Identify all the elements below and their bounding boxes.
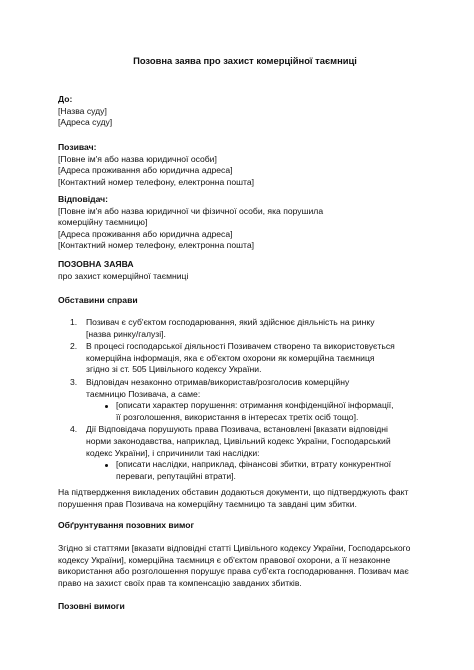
- plaintiff-section: [58, 142, 422, 188]
- court-section: [58, 94, 422, 129]
- plaintiff-name: [Повне ім'я або назва юридичної особи]: [58, 153, 217, 164]
- defendant-address: [Адреса проживання або юридична адреса]: [58, 228, 233, 239]
- plaintiff-contacts: [Контактний номер телефону, електронна пошта]: [58, 176, 255, 187]
- list-item-text: Відповідач незаконно отримав/використав/розголосив комерційну таємницю Позивача, а саме:: [86, 376, 350, 399]
- court-address: [Адреса суду]: [58, 117, 113, 128]
- list-item-number: 4.: [70, 424, 78, 435]
- sub-list-item-text: [описати наслідки, наприклад, фінансові збитки, втрату конкурентної переваги, репутаційні втрати].: [116, 459, 392, 481]
- demands-section: [58, 601, 422, 613]
- sub-list-item-text: [описати характер порушення: отримання конфіденційної інформації, її розголошення, використання в інтересах третіх осіб тощо].: [116, 400, 394, 422]
- defendant-contacts: [Контактний номер телефону, електронна пошта]: [58, 240, 255, 251]
- defendant-name: [Повне ім'я або назва юридичної чи фізичної особи, яка порушила комерційну таємницю]: [58, 205, 324, 228]
- demands-heading: Позовні вимоги: [58, 601, 125, 611]
- circumstances-list: [58, 317, 396, 482]
- circumstances-closing-wrap: [58, 487, 418, 510]
- plaintiff-heading: Позивач:: [58, 142, 97, 152]
- list-item-text: В процесі господарської діяльності Позивачем створено та використовується комерційна інформація, яка є об'єктом охорони як комерційна таємниця згідно зі ст. 505 Цивільного кодексу України.: [86, 341, 395, 375]
- list-item: [70, 341, 396, 376]
- defendant-section: [58, 194, 422, 252]
- document-title: Позовна заява про захист комерційної таємниці: [133, 55, 357, 66]
- court-name: [Назва суду]: [58, 105, 107, 116]
- list-item-number: 3.: [70, 376, 78, 387]
- justification-text-wrap: [58, 543, 420, 589]
- defendant-heading: Відповідач:: [58, 194, 109, 204]
- claim-heading: ПОЗОВНА ЗАЯВА: [58, 259, 134, 269]
- claim-section: [58, 259, 422, 282]
- circumstances-heading: Обставини справи: [58, 295, 138, 305]
- sub-list: [86, 459, 396, 482]
- circumstances-list-wrap: [58, 317, 396, 483]
- list-item-number: 1.: [70, 317, 78, 327]
- claim-subheading: про захист комерційної таємниці: [58, 270, 189, 281]
- sub-list: [86, 400, 396, 423]
- justification-section: [58, 520, 422, 532]
- sub-list-item: [116, 459, 396, 482]
- list-item: [70, 424, 396, 482]
- justification-heading: Обґрунтування позовних вимог: [58, 520, 195, 530]
- list-item-text: Позивач є суб'єктом господарювання, який здійснює діяльність на ринку [назва ринку/галузі].: [86, 317, 375, 339]
- sub-list-item: [116, 400, 396, 423]
- justification-text: Згідно зі статтями [вказати відповідні статті Цивільного кодексу України, Господарського кодексу України], комерційна таємниця є об'єктом правової охорони, а її незаконне використання або розголошення порушує права суб'єкта господарювання. Позивач має право на захист своїх прав та компенсацію завданих збитків.: [58, 543, 411, 588]
- list-item: [70, 376, 396, 423]
- list-item: [70, 317, 396, 340]
- circumstances-closing: На підтвердження викладених обставин додаються документи, що підтверджують факт порушення прав Позивача на комерційну таємницю та завдані цим збитки.: [58, 487, 409, 509]
- bullet-icon: [105, 464, 108, 467]
- list-item-number: 2.: [70, 341, 78, 352]
- circumstances-section: [58, 295, 422, 307]
- plaintiff-address: [Адреса проживання або юридична адреса]: [58, 165, 233, 176]
- bullet-icon: [105, 405, 108, 408]
- list-item-text: Дії Відповідача порушують права Позивача, встановлені [вказати відповідні норми законодавства, наприклад, Цивільний кодекс України, Господарський кодекс України], і спричинили такі наслідки:: [86, 424, 391, 458]
- court-heading: До:: [58, 94, 73, 104]
